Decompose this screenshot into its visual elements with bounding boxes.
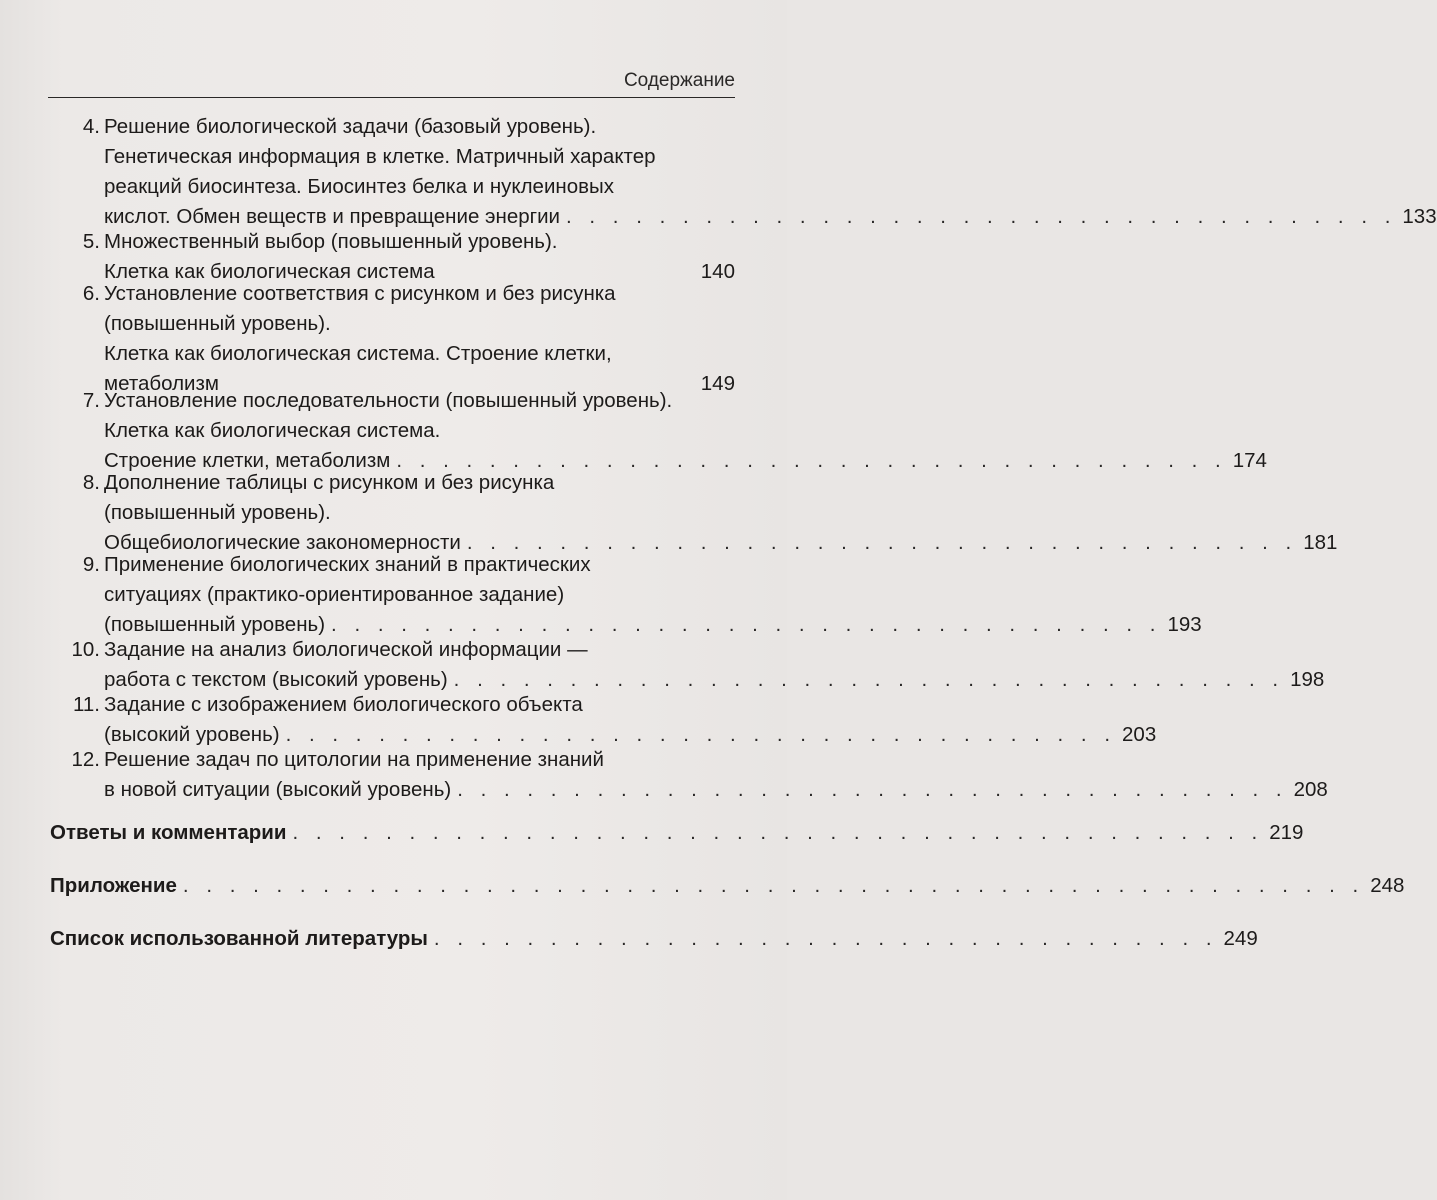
- toc-page-number: 149: [700, 372, 735, 395]
- toc-entry-line: Приложение: [50, 874, 177, 897]
- toc-entry-appendix[interactable]: [50, 871, 1405, 901]
- toc-entry-9[interactable]: [60, 550, 1202, 640]
- toc-entry-line: Строение клетки, метаболизм: [104, 449, 391, 472]
- toc-entry-line: Применение биологических знаний в практических: [104, 553, 591, 576]
- toc-leader-dots: . . . . . . . . . . . . . . . . . . . . . . . . . . . . . . . . . .: [433, 927, 1218, 950]
- toc-entry-line: Решение задач по цитологии на применение знаний: [104, 748, 604, 771]
- toc-leader-dots: . . . . . . . . . . . . . . . . . . . . . . . . . . . . . . . . . . . .: [285, 723, 1117, 746]
- toc-entry-5[interactable]: [60, 227, 735, 287]
- toc-entry-references[interactable]: [50, 924, 1258, 954]
- toc-leader-dots: . . . . . . . . . . . . . . . . . . . . . . . . . . . . . . . . . . . .: [396, 449, 1227, 472]
- toc-page-number: 181: [1303, 531, 1338, 554]
- toc-page-number: 249: [1223, 927, 1258, 950]
- toc-entry-number: 10.: [71, 638, 100, 661]
- toc-entry-number: 8.: [82, 471, 100, 494]
- toc-leader-dots: . . . . . . . . . . . . . . . . . . . . . . . . . . . . . . . . . . . .: [453, 668, 1285, 691]
- toc-page-number: 198: [1290, 668, 1325, 691]
- toc-entry-line: Клетка как биологическая система.: [104, 419, 441, 442]
- toc-leader-dots: . . . . . . . . . . . . . . . . . . . . . . . . . . . . . . . . . . . .: [566, 205, 1397, 228]
- toc-entry-6[interactable]: [60, 279, 735, 399]
- toc-entry-line: Задание на анализ биологической информации —: [104, 638, 588, 661]
- toc-entry-line: Клетка как биологическая система. Строение клетки,: [104, 342, 612, 365]
- header-rule: [48, 97, 735, 98]
- toc-entry-11[interactable]: [60, 690, 1157, 750]
- toc-entry-8[interactable]: [60, 468, 1338, 558]
- running-header: Содержание: [623, 70, 735, 91]
- toc-entry-number: 5.: [82, 230, 100, 253]
- toc-entry-answers[interactable]: [50, 818, 1304, 848]
- toc-entry-line: в новой ситуации (высокий уровень): [104, 778, 452, 801]
- toc-leader-dots: . . . . . . . . . . . . . . . . . . . . . . . . . . . . . . . . . . . . . . . . . .: [292, 821, 1264, 844]
- toc-entry-number: 6.: [82, 282, 100, 305]
- toc-entry-line: (повышенный уровень).: [104, 312, 331, 335]
- toc-entry-10[interactable]: [60, 635, 1325, 695]
- toc-page-number: 140: [700, 260, 735, 283]
- toc-leader-dots: . . . . . . . . . . . . . . . . . . . . . . . . . . . . . . . . . . . .: [466, 531, 1298, 554]
- toc-page-number: 219: [1269, 821, 1304, 844]
- toc-leader-dots: . . . . . . . . . . . . . . . . . . . . . . . . . . . . . . . . . . . .: [457, 778, 1288, 801]
- toc-entry-number: 11.: [73, 693, 100, 716]
- toc-leader-dots: . . . . . . . . . . . . . . . . . . . . . . . . . . . . . . . . . . . . . . . . . . . . . . . . . . .: [182, 874, 1365, 897]
- toc-entry-line: Дополнение таблицы с рисунком и без рисунка: [104, 471, 555, 494]
- toc-entry-line: Задание с изображением биологического объекта: [104, 693, 583, 716]
- toc-page-number: 133: [1402, 205, 1437, 228]
- toc-entry-number: 4.: [82, 115, 100, 138]
- toc-entry-line: Общебиологические закономерности: [104, 531, 461, 554]
- toc-entry-line: кислот. Обмен веществ и превращение энергии: [104, 205, 561, 228]
- toc-entry-line: метаболизм: [104, 372, 219, 395]
- toc-page-number: 208: [1293, 778, 1328, 801]
- toc-entry-line: Решение биологической задачи (базовый уровень).: [104, 115, 597, 138]
- toc-page-number: 248: [1370, 874, 1405, 897]
- toc-entry-number: 7.: [82, 389, 100, 412]
- toc-entry-7[interactable]: [60, 386, 1267, 476]
- toc-entry-number: 9.: [82, 553, 100, 576]
- toc-leader-dots: . . . . . . . . . . . . . . . . . . . . . . . . . . . . . . . . . . . .: [331, 613, 1162, 636]
- toc-entry-line: реакций биосинтеза. Биосинтез белка и нуклеиновых: [104, 175, 614, 198]
- toc-entry-line: Список использованной литературы: [50, 927, 428, 950]
- toc-entry-line: Генетическая информация в клетке. Матричный характер: [104, 145, 656, 168]
- toc-entry-line: Установление соответствия с рисунком и без рисунка: [104, 282, 616, 305]
- toc-entry-line: работа с текстом (высокий уровень): [104, 668, 448, 691]
- toc-entry-line: Клетка как биологическая система: [104, 260, 435, 283]
- toc-entry-line: Установление последовательности (повышенный уровень).: [104, 389, 673, 412]
- toc-entry-line: Множественный выбор (повышенный уровень).: [104, 230, 558, 253]
- toc-page-number: 203: [1122, 723, 1157, 746]
- toc-entry-number: 12.: [71, 748, 100, 771]
- toc-entry-line: (повышенный уровень): [104, 613, 326, 636]
- toc-entry-12[interactable]: [60, 745, 1328, 805]
- toc-entry-4[interactable]: [60, 112, 1437, 232]
- toc-entry-line: Ответы и комментарии: [50, 821, 287, 844]
- toc-entry-line: (высокий уровень): [104, 723, 280, 746]
- toc-page-number: 193: [1167, 613, 1202, 636]
- toc-entry-line: ситуациях (практико-ориентированное задание): [104, 583, 565, 606]
- toc-page-number: 174: [1232, 449, 1267, 472]
- toc-entry-line: (повышенный уровень).: [104, 501, 331, 524]
